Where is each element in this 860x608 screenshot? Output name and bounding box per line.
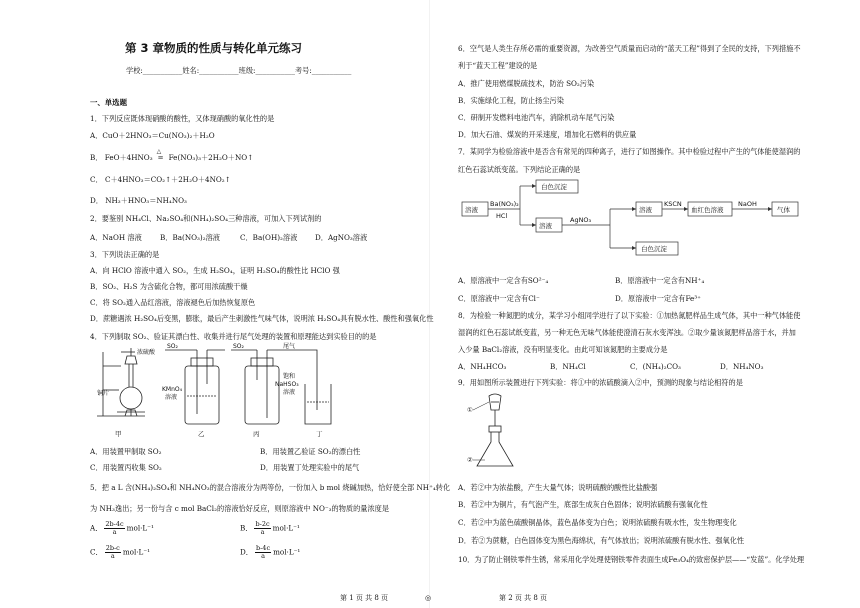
q5-option-d-letter: D． bbox=[240, 547, 253, 557]
q1-option-a: A．CuO＋2HNO₃＝Cu(NO₃)₂＋H₂O bbox=[90, 131, 215, 140]
q9-stem: 9．用如图所示装置进行下列实验：将①中的浓硫酸滴入②中，预测的现象与结论相符的是 bbox=[458, 378, 743, 387]
nahso3-label: NaHSO₃ bbox=[275, 381, 299, 388]
q8-option-b: B．NH₄Cl bbox=[550, 362, 586, 371]
q5-b-denominator: a bbox=[260, 528, 265, 536]
flow-white-ppt-2: 白色沉淀 bbox=[641, 245, 667, 253]
q7-option-d: D．原溶液中一定含有Fe³⁺ bbox=[615, 294, 701, 303]
q8-option-d: D．NH₄NO₃ bbox=[720, 362, 764, 371]
q9-option-d: D．若②为蔗糖，白色固体变为黑色海绵状，有气体放出；说明浓硫酸有脱水性、强氧化性 bbox=[458, 536, 745, 545]
q1-option-d: D． NH₃＋HNO₃＝NH₄NO₃ bbox=[90, 196, 187, 205]
footer-separator: ◎ bbox=[425, 594, 432, 602]
q1-option-b-left: B． FeO＋4HNO₃ bbox=[90, 153, 153, 162]
q9-mark-1: ① bbox=[467, 406, 473, 414]
q10-stem: 10．为了防止钢铁零件生锈，常采用化学处理使钢铁零件表面生成Fe₃O₄的致密保护层——“发蓝”。化学处理 bbox=[458, 555, 805, 564]
q9-mark-2: ② bbox=[467, 456, 473, 464]
q5-option-c-letter: C． bbox=[90, 547, 103, 557]
flow-reagent-naoh: NaOH bbox=[738, 200, 757, 208]
q8-stem-cont2: 入少量 BaCl₂溶液，没有明显变化。由此可知该氮肥的主要成分是 bbox=[458, 345, 668, 354]
tail-gas-label: 尾气 bbox=[283, 343, 296, 350]
q7-option-c: C．原溶液中一定含有Cl⁻ bbox=[458, 294, 540, 303]
q1-stem: 1．下列反应既体现硝酸的酸性，又体现硝酸的氧化性的是 bbox=[90, 114, 275, 123]
kmno4-solution-label: 溶液 bbox=[165, 394, 178, 401]
q5-d-numerator: b-4c bbox=[255, 544, 271, 552]
q8-stem: 8．为检验一种氮肥的成分，某学习小组同学进行了以下实验：①加热氮肥样品生成气体，其中一种气体能使 bbox=[458, 311, 801, 320]
flow-solution-3: 溶液 bbox=[639, 206, 652, 214]
q2-option-b: B．Ba(NO₃)₂溶液 bbox=[160, 233, 220, 242]
q5-b-unit: mol·L⁻¹ bbox=[272, 523, 300, 533]
q2-option-a: A．NaOH 溶液 bbox=[90, 233, 142, 242]
flow-reagent-bano3: Ba(NO₃)₂ bbox=[490, 200, 519, 208]
so2-inlet-label-b: SO₂ bbox=[233, 343, 244, 350]
q2-stem: 2．要鉴别 NH₄Cl、Na₂SO₄和(NH₄)₂SO₄三种溶液，可加入下列试剂的 bbox=[90, 214, 322, 223]
q4-option-b: B．用装置乙验证 SO₂的漂白性 bbox=[260, 447, 361, 456]
student-info-line: 学校:___________姓名:___________班级:___________考号:___________ bbox=[126, 66, 352, 75]
q8-stem-cont: 湿润的红色石蕊试纸变蓝，另一种无色无味气体能使澄清石灰水变浑浊。②取少量该氮肥样品溶于水，并加 bbox=[458, 328, 796, 337]
exam-title: 第 3 章物质的性质与转化单元练习 bbox=[125, 41, 303, 55]
q3-option-d: D．蔗糖遇浓 H₂SO₄后变黑，膨胀，最后产生刺激性气味气体，说明浓 H₂SO₄具有脱水性、酸性和强氧化性 bbox=[90, 314, 434, 323]
q1-option-c: C． C＋4HNO₃＝CO₂↑＋2H₂O＋4NO₂↑ bbox=[90, 175, 231, 184]
q5-option-b bbox=[240, 521, 300, 536]
nahso3-solution-label: 溶液 bbox=[283, 389, 296, 396]
q4-option-d: D．用装置丁处理实验中的尾气 bbox=[260, 463, 360, 472]
q2-option-c: C．Ba(OH)₂溶液 bbox=[240, 233, 298, 242]
q3-option-b: B．SO₂、H₂S 为含硫化合物，都可用浓硫酸干燥 bbox=[90, 282, 248, 291]
flow-solution-text: 溶液 bbox=[465, 206, 478, 214]
flow-reagent-kscn: KSCN bbox=[664, 200, 682, 208]
q5-option-a-letter: A． bbox=[90, 523, 103, 533]
q4-apparatus-figure bbox=[95, 344, 355, 439]
flow-reagent-hcl: HCl bbox=[496, 212, 508, 220]
q6-option-b: B．实施绿化工程，防止扬尘污染 bbox=[458, 96, 564, 105]
apparatus-ding bbox=[295, 350, 331, 424]
q5-option-a-fraction bbox=[104, 521, 124, 536]
q9-option-b: B．若②中为铜片，有气泡产生，底部生成灰白色固体；说明浓硫酸有强氧化性 bbox=[458, 500, 708, 509]
label-yi: 乙 bbox=[198, 430, 205, 438]
saturated-label: 饱和 bbox=[283, 373, 296, 380]
flow-white-ppt-1: 白色沉淀 bbox=[541, 183, 567, 191]
q4-stem: 4．下列制取 SO₂、验证其漂白性、收集并进行尾气处理的装置和原理能达到实验目的的是 bbox=[90, 332, 377, 341]
flow-reagent-agno3: AgNO₃ bbox=[570, 216, 592, 224]
q5-stem-cont: 为 NH₃逸出；另一份与含 c mol BaCl₂的溶液恰好反应，则原溶液中 NO⁻₃的物质的量浓度是 bbox=[90, 504, 390, 513]
q3-option-a: A．向 HClO 溶液中通入 SO₂，生成 H₂SO₄，证明 H₂SO₄的酸性比 HClO 强 bbox=[90, 266, 340, 275]
heat-symbol: △ bbox=[156, 148, 162, 155]
q5-c-numerator: 2b-c bbox=[105, 544, 120, 552]
q5-a-unit: mol·L⁻¹ bbox=[126, 523, 154, 533]
q8-option-c: C．(NH₄)₂CO₃ bbox=[630, 362, 681, 371]
so2-inlet-label-a: SO₂ bbox=[167, 343, 178, 350]
q7-flow-diagram bbox=[460, 178, 820, 268]
q5-option-c bbox=[90, 545, 150, 560]
heating-arrow: △ ═ bbox=[156, 148, 163, 162]
q6-stem-cont: 利于“蓝天工程”建设的是 bbox=[458, 61, 538, 70]
q3-stem: 3．下列说法正确的是 bbox=[90, 250, 160, 259]
q5-b-numerator: b-2c bbox=[255, 520, 270, 528]
q6-stem: 6．空气是人类生存所必需的重要资源，为改善空气质量而启动的“蓝天工程”得到了全民的支持，下列措施不 bbox=[458, 44, 801, 53]
q5-c-denominator: a bbox=[110, 552, 115, 560]
apparatus-jia bbox=[97, 348, 145, 416]
kmno4-label: KMnO₄ bbox=[162, 386, 183, 393]
q1-option-b bbox=[90, 148, 254, 162]
right-page bbox=[430, 0, 860, 608]
q2-option-d: D．AgNO₃溶液 bbox=[315, 233, 368, 242]
flow-gas: 气体 bbox=[777, 206, 790, 214]
q7-stem-cont: 红色石蕊试纸变蓝。下列结论正确的是 bbox=[458, 165, 581, 174]
q7-option-b: B．原溶液中一定含有NH⁺₄ bbox=[615, 276, 705, 285]
section-heading: 一、单选题 bbox=[90, 98, 127, 107]
q9-option-a: A．若②中为浓盐酸，产生大量气体；说明硫酸的酸性比盐酸强 bbox=[458, 483, 658, 492]
q7-stem: 7．某同学为检验溶液中是否含有常见的四种离子，进行了如图操作。其中检验过程中产生的气体能使湿润的 bbox=[458, 147, 801, 156]
q5-option-b-letter: B． bbox=[240, 523, 253, 533]
q7-option-a: A．原溶液中一定含有SO²⁻₄ bbox=[458, 276, 549, 285]
q4-option-a: A．用装置甲制取 SO₂ bbox=[90, 447, 162, 456]
q6-option-d: D．加大石油、煤炭的开采速度，增加化石燃料的供应量 bbox=[458, 130, 637, 139]
q5-option-c-fraction bbox=[105, 545, 121, 560]
label-bing: 丙 bbox=[253, 430, 260, 438]
q5-d-denominator: a bbox=[261, 552, 265, 560]
flow-solution-2: 溶液 bbox=[539, 222, 552, 230]
label-ding: 丁 bbox=[316, 430, 323, 438]
q5-stem: 5．把 a L 含(NH₄)₂SO₄和 NH₄NO₃的混合溶液分为两等份，一份加入 b mol 烧碱加热，恰好使全部 NH⁺₄转化 bbox=[90, 483, 451, 492]
label-jia: 甲 bbox=[115, 430, 122, 438]
q3-option-c: C．将 SO₂通入品红溶液，溶液褪色后加热恢复原色 bbox=[90, 298, 256, 307]
q9-option-c: C．若②中为蓝色硫酸铜晶体，蓝色晶体变为白色；说明浓硫酸有吸水性，发生物理变化 bbox=[458, 518, 737, 527]
footer-page-left: 第 1 页 共 8 页 bbox=[340, 594, 389, 602]
q5-d-unit: mol·L⁻¹ bbox=[273, 547, 301, 557]
q9-apparatus-figure bbox=[465, 392, 545, 472]
q6-option-a: A．推广使用燃煤脱硫技术，防治 SO₂污染 bbox=[458, 79, 595, 88]
copper-label: 铜片 bbox=[97, 390, 110, 397]
q1-option-b-right: Fe(NO₃)₃＋2H₂O＋NO↑ bbox=[168, 153, 254, 162]
q6-option-c: C．研制开发燃料电池汽车，消除机动车尾气污染 bbox=[458, 113, 615, 122]
flow-red-solution: 血红色溶液 bbox=[691, 206, 724, 214]
q4-option-c: C．用装置丙收集 SO₂ bbox=[90, 463, 162, 472]
q5-a-numerator: 2b-4c bbox=[105, 520, 124, 528]
q5-option-a bbox=[90, 521, 154, 536]
q5-option-d-fraction bbox=[255, 545, 271, 560]
q8-option-a: A．NH₄HCO₃ bbox=[458, 362, 507, 371]
q5-c-unit: mol·L⁻¹ bbox=[122, 547, 151, 557]
q5-option-d bbox=[240, 545, 300, 560]
q5-option-b-fraction bbox=[254, 521, 270, 536]
conc-h2so4-label: 浓硫酸 bbox=[137, 349, 156, 356]
q5-a-denominator: a bbox=[112, 528, 117, 536]
footer-page-right: 第 2 页 共 8 页 bbox=[499, 594, 548, 602]
